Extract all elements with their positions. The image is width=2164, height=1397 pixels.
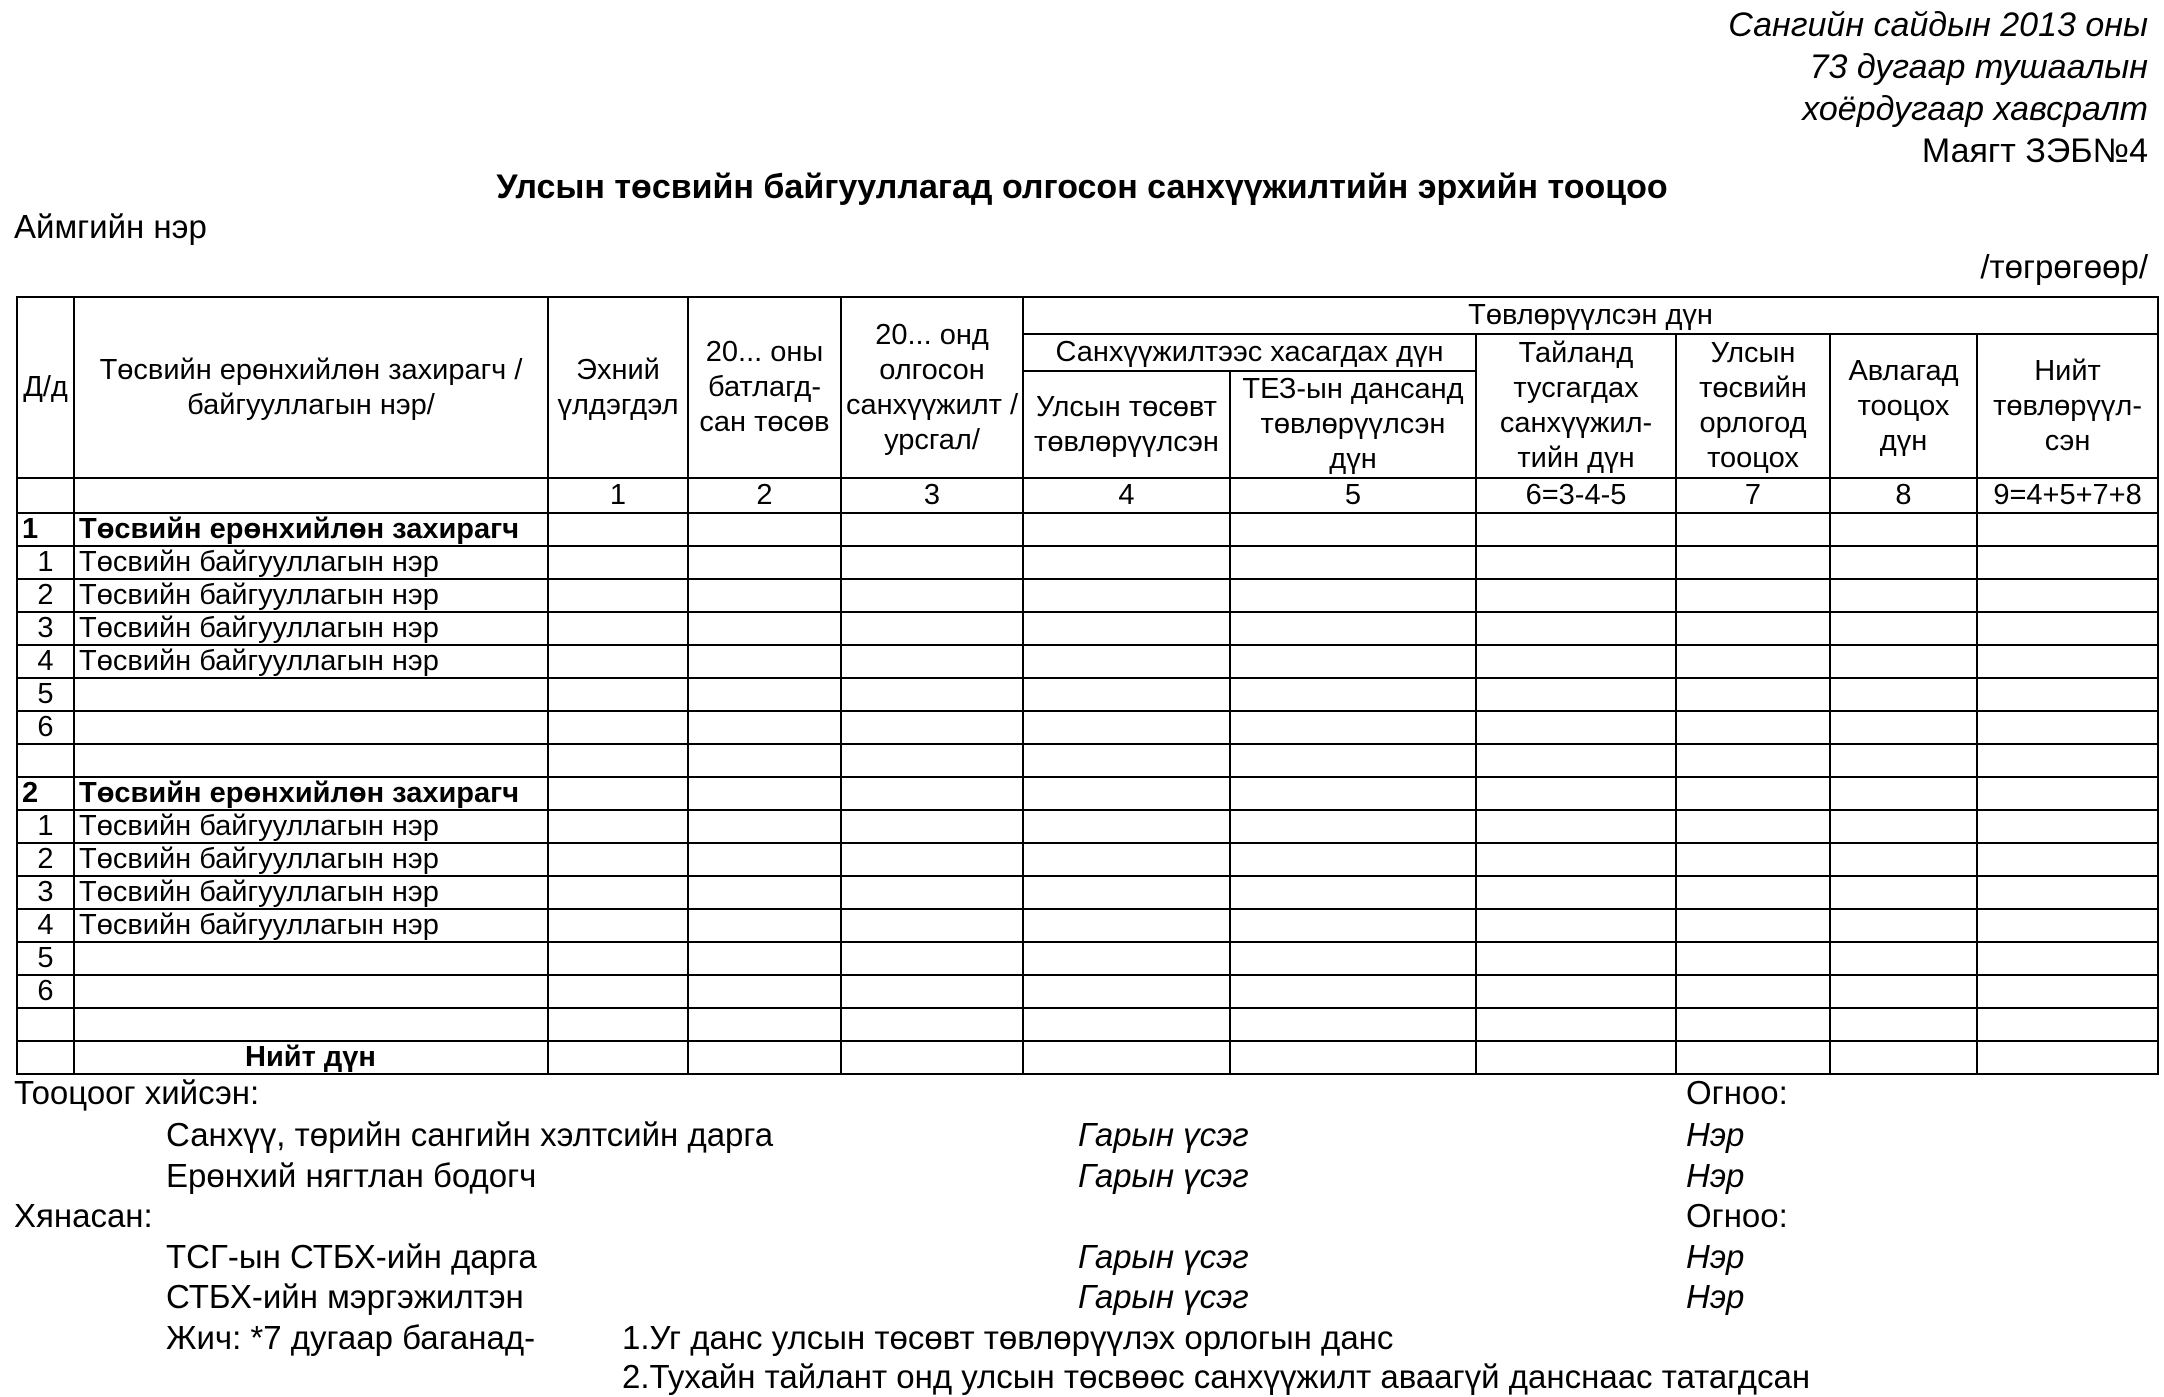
value-cell: [1476, 579, 1676, 612]
row-name-cell: Төсвийн ерөнхийлөн захирагч: [74, 777, 548, 810]
header-approved-budget: 20... оны батлагд-сан төсөв: [688, 297, 841, 478]
appendix-line-2: 73 дугаар тушаалын: [1809, 48, 2148, 86]
value-cell: [688, 645, 841, 678]
total-value-cell: [1023, 1041, 1230, 1074]
header-report-funding: Тайланд тусгагдах санхүүжил-тийн дүн: [1476, 334, 1676, 478]
value-cell: [1476, 744, 1676, 777]
header-total-centralized: Нийт төвлөрүүл-сэн: [1977, 334, 2158, 478]
value-cell: [548, 975, 688, 1008]
manager-row: [17, 777, 2158, 810]
value-cell: [1230, 546, 1476, 579]
value-cell: [1476, 645, 1676, 678]
value-cell: [688, 975, 841, 1008]
value-cell: [548, 744, 688, 777]
table-row: [17, 744, 2158, 777]
appendix-line-3: хоёрдугаар хавсралт: [1802, 90, 2148, 128]
table-row: [17, 579, 2158, 612]
value-cell: [841, 678, 1023, 711]
table-row: [17, 909, 2158, 942]
row-index-cell: [17, 1008, 74, 1041]
value-cell: [548, 546, 688, 579]
table-row: [17, 612, 2158, 645]
value-cell: [1476, 678, 1676, 711]
value-cell: [1230, 975, 1476, 1008]
header-manager: Төсвийн ерөнхийлөн захирагч /байгууллагын нэр/: [74, 297, 548, 478]
value-cell: [1230, 612, 1476, 645]
row-index-cell: 3: [17, 612, 74, 645]
table-row: [17, 645, 2158, 678]
value-cell: [1476, 1008, 1676, 1041]
value-cell: [1476, 909, 1676, 942]
value-cell: [1476, 843, 1676, 876]
value-cell: [1977, 744, 2158, 777]
value-cell: [1977, 579, 2158, 612]
value-cell: [841, 546, 1023, 579]
column-number-cell: 3: [841, 478, 1023, 513]
manager-row: [17, 513, 2158, 546]
value-cell: [1830, 909, 1977, 942]
column-number-cell: [17, 478, 74, 513]
value-cell: [1830, 876, 1977, 909]
signature-field-3: Гарын үсэг: [1078, 1238, 1249, 1275]
column-number-cell: 4: [1023, 478, 1230, 513]
value-cell: [1977, 975, 2158, 1008]
value-cell: [688, 810, 841, 843]
row-name-cell: [74, 711, 548, 744]
signer-stbh-head: ТСГ-ын СТБХ-ийн дарга: [166, 1238, 537, 1275]
value-cell: [1023, 711, 1230, 744]
value-cell: [1476, 942, 1676, 975]
value-cell: [1023, 579, 1230, 612]
value-cell: [548, 843, 688, 876]
value-cell: [688, 546, 841, 579]
header-opening-balance: Эхний үлдэгдэл: [548, 297, 688, 478]
row-index-cell: [17, 744, 74, 777]
value-cell: [1977, 678, 2158, 711]
value-cell: [548, 579, 688, 612]
value-cell: [1676, 513, 1830, 546]
value-cell: [1676, 546, 1830, 579]
value-cell: [1230, 678, 1476, 711]
value-cell: [688, 711, 841, 744]
row-name-cell: [74, 942, 548, 975]
total-value-cell: [1676, 1041, 1830, 1074]
row-index-cell: 6: [17, 711, 74, 744]
table-row: [17, 843, 2158, 876]
row-name-cell: Төсвийн байгууллагын нэр: [74, 612, 548, 645]
value-cell: [548, 777, 688, 810]
value-cell: [1977, 942, 2158, 975]
value-cell: [1476, 777, 1676, 810]
value-cell: [841, 1008, 1023, 1041]
header-state-revenue: Улсын төсвийн орлогод тооцох: [1676, 334, 1830, 478]
value-cell: [1230, 744, 1476, 777]
value-cell: [1830, 975, 1977, 1008]
row-name-cell: Төсвийн ерөнхийлөн захирагч: [74, 513, 548, 546]
total-value-cell: [688, 1041, 841, 1074]
value-cell: [841, 513, 1023, 546]
value-cell: [548, 876, 688, 909]
name-field-4: Нэр: [1686, 1278, 1745, 1315]
aimag-name-label: Аймгийн нэр: [14, 208, 207, 245]
row-name-cell: Төсвийн байгууллагын нэр: [74, 645, 548, 678]
value-cell: [1023, 942, 1230, 975]
value-cell: [1230, 810, 1476, 843]
value-cell: [1023, 546, 1230, 579]
value-cell: [841, 579, 1023, 612]
header-funded: 20... онд олгосон санхүүжилт /урсгал/: [841, 297, 1023, 478]
value-cell: [548, 678, 688, 711]
row-index-cell: 4: [17, 645, 74, 678]
value-cell: [841, 645, 1023, 678]
total-value-cell: [1476, 1041, 1676, 1074]
value-cell: [1830, 579, 1977, 612]
value-cell: [1676, 711, 1830, 744]
value-cell: [1476, 975, 1676, 1008]
total-value-cell: [1830, 1041, 1977, 1074]
row-index-cell: 2: [17, 777, 74, 810]
value-cell: [841, 744, 1023, 777]
table-row: [17, 1008, 2158, 1041]
header-receivable: Авлагад тооцох дүн: [1830, 334, 1977, 478]
value-cell: [841, 876, 1023, 909]
column-number-cell: 1: [548, 478, 688, 513]
value-cell: [1676, 744, 1830, 777]
value-cell: [1830, 1008, 1977, 1041]
value-cell: [1676, 909, 1830, 942]
value-cell: [1977, 612, 2158, 645]
row-name-cell: [74, 975, 548, 1008]
header-tez-account: ТЕЗ-ын дансанд төвлөрүүлсэн дүн: [1230, 371, 1476, 478]
value-cell: [1023, 1008, 1230, 1041]
value-cell: [548, 513, 688, 546]
signer-chief-accountant: Ерөнхий нягтлан бодогч: [166, 1157, 537, 1194]
value-cell: [1023, 645, 1230, 678]
appendix-reference: [1728, 4, 2148, 172]
value-cell: [1023, 513, 1230, 546]
table-row: [17, 810, 2158, 843]
value-cell: [1977, 546, 2158, 579]
row-name-cell: [74, 744, 548, 777]
value-cell: [548, 711, 688, 744]
value-cell: [1830, 777, 1977, 810]
row-index-cell: 3: [17, 876, 74, 909]
value-cell: [1830, 645, 1977, 678]
row-name-cell: [74, 678, 548, 711]
value-cell: [841, 612, 1023, 645]
value-cell: [688, 843, 841, 876]
value-cell: [841, 909, 1023, 942]
currency-unit-label: /төгрөгөөр/: [1980, 248, 2148, 285]
row-name-cell: Төсвийн байгууллагын нэр: [74, 579, 548, 612]
value-cell: [1830, 744, 1977, 777]
table-row: [17, 546, 2158, 579]
note-label: Жич: *7 дугаар баганад-: [166, 1319, 536, 1356]
value-cell: [688, 612, 841, 645]
value-cell: [1977, 513, 2158, 546]
column-number-cell: [74, 478, 548, 513]
value-cell: [1023, 909, 1230, 942]
value-cell: [1023, 744, 1230, 777]
row-name-cell: [74, 1008, 548, 1041]
value-cell: [1676, 975, 1830, 1008]
value-cell: [1830, 513, 1977, 546]
column-number-row: [17, 478, 2158, 513]
document-title: Улсын төсвийн байгууллагад олгосон санхүүжилтийн эрхийн тооцоо: [496, 168, 1668, 206]
value-cell: [1476, 810, 1676, 843]
value-cell: [688, 1008, 841, 1041]
column-number-cell: 8: [1830, 478, 1977, 513]
value-cell: [841, 975, 1023, 1008]
value-cell: [688, 942, 841, 975]
header-deducted-amount: Санхүүжилтээс хасагдах дүн: [1023, 334, 1476, 371]
value-cell: [1476, 612, 1676, 645]
row-index-cell: 2: [17, 579, 74, 612]
value-cell: [1830, 942, 1977, 975]
value-cell: [1977, 843, 2158, 876]
funding-rights-table: [16, 296, 2159, 1075]
value-cell: [1830, 678, 1977, 711]
value-cell: [841, 843, 1023, 876]
value-cell: [841, 810, 1023, 843]
row-name-cell: Төсвийн байгууллагын нэр: [74, 909, 548, 942]
value-cell: [1676, 1008, 1830, 1041]
value-cell: [1676, 612, 1830, 645]
row-index-cell: 2: [17, 843, 74, 876]
value-cell: [841, 942, 1023, 975]
name-field-2: Нэр: [1686, 1157, 1745, 1194]
value-cell: [1230, 876, 1476, 909]
value-cell: [688, 909, 841, 942]
value-cell: [1830, 843, 1977, 876]
value-cell: [1230, 513, 1476, 546]
value-cell: [688, 876, 841, 909]
table-row: [17, 711, 2158, 744]
value-cell: [1476, 876, 1676, 909]
value-cell: [1676, 810, 1830, 843]
column-number-cell: 5: [1230, 478, 1476, 513]
value-cell: [1830, 612, 1977, 645]
value-cell: [1023, 777, 1230, 810]
column-number-cell: 2: [688, 478, 841, 513]
column-number-cell: 9=4+5+7+8: [1977, 478, 2158, 513]
row-index-cell: [17, 1041, 74, 1074]
date-label-prepared: Огноо:: [1686, 1074, 1788, 1111]
value-cell: [1023, 678, 1230, 711]
value-cell: [1676, 876, 1830, 909]
total-row: [17, 1041, 2158, 1074]
row-name-cell: Төсвийн байгууллагын нэр: [74, 843, 548, 876]
value-cell: [841, 777, 1023, 810]
value-cell: [1230, 843, 1476, 876]
table-row: [17, 876, 2158, 909]
column-number-cell: 6=3-4-5: [1476, 478, 1676, 513]
value-cell: [548, 942, 688, 975]
name-field-3: Нэр: [1686, 1238, 1745, 1275]
total-value-cell: [548, 1041, 688, 1074]
value-cell: [1230, 909, 1476, 942]
date-label-reviewed: Огноо:: [1686, 1197, 1788, 1234]
value-cell: [1977, 777, 2158, 810]
value-cell: [1977, 876, 2158, 909]
value-cell: [1023, 843, 1230, 876]
table-row: [17, 975, 2158, 1008]
value-cell: [1023, 876, 1230, 909]
value-cell: [1977, 711, 2158, 744]
total-label: Нийт дүн: [74, 1041, 548, 1074]
signer-finance-head: Санхүү, төрийн сангийн хэлтсийн дарга: [166, 1116, 774, 1153]
note-item-2: 2.Тухайн тайлант онд улсын төсвөөс санхүүжилт аваагүй данснаас татагдсан: [622, 1358, 1811, 1395]
value-cell: [1230, 579, 1476, 612]
signature-field-4: Гарын үсэг: [1078, 1278, 1249, 1315]
value-cell: [1230, 645, 1476, 678]
value-cell: [841, 711, 1023, 744]
value-cell: [1230, 777, 1476, 810]
value-cell: [688, 777, 841, 810]
reviewed-label: Хянасан:: [14, 1197, 153, 1234]
table-row: [17, 942, 2158, 975]
value-cell: [1023, 810, 1230, 843]
table-row: [17, 678, 2158, 711]
row-name-cell: Төсвийн байгууллагын нэр: [74, 546, 548, 579]
row-index-cell: 1: [17, 546, 74, 579]
row-index-cell: 1: [17, 810, 74, 843]
value-cell: [1977, 810, 2158, 843]
value-cell: [1023, 612, 1230, 645]
value-cell: [1977, 1008, 2158, 1041]
column-number-cell: 7: [1676, 478, 1830, 513]
value-cell: [1676, 678, 1830, 711]
total-value-cell: [841, 1041, 1023, 1074]
header-dd: Д/д: [17, 297, 74, 478]
header-state-budget: Улсын төсөвт төвлөрүүлсэн: [1023, 371, 1230, 478]
value-cell: [1230, 1008, 1476, 1041]
value-cell: [1676, 777, 1830, 810]
value-cell: [688, 513, 841, 546]
total-value-cell: [1977, 1041, 2158, 1074]
value-cell: [548, 645, 688, 678]
prepared-label: Тооцоог хийсэн:: [14, 1074, 260, 1111]
value-cell: [1476, 711, 1676, 744]
row-index-cell: 5: [17, 678, 74, 711]
value-cell: [1830, 711, 1977, 744]
value-cell: [548, 612, 688, 645]
value-cell: [1476, 513, 1676, 546]
value-cell: [548, 1008, 688, 1041]
row-index-cell: 5: [17, 942, 74, 975]
row-index-cell: 4: [17, 909, 74, 942]
header-centralized-amount: Төвлөрүүлсэн дүн: [1023, 297, 2158, 334]
value-cell: [1230, 942, 1476, 975]
row-name-cell: Төсвийн байгууллагын нэр: [74, 876, 548, 909]
value-cell: [1977, 645, 2158, 678]
value-cell: [1476, 546, 1676, 579]
form-code: Маягт ЗЭБ№4: [1921, 132, 2148, 170]
row-name-cell: Төсвийн байгууллагын нэр: [74, 810, 548, 843]
value-cell: [688, 744, 841, 777]
signature-field-1: Гарын үсэг: [1078, 1116, 1249, 1153]
value-cell: [1977, 909, 2158, 942]
value-cell: [688, 678, 841, 711]
total-value-cell: [1230, 1041, 1476, 1074]
row-index-cell: 1: [17, 513, 74, 546]
value-cell: [1230, 711, 1476, 744]
note-item-1: 1.Уг данс улсын төсөвт төвлөрүүлэх орлогын данс: [622, 1319, 1394, 1356]
value-cell: [688, 579, 841, 612]
value-cell: [548, 810, 688, 843]
value-cell: [548, 909, 688, 942]
value-cell: [1676, 843, 1830, 876]
row-index-cell: 6: [17, 975, 74, 1008]
value-cell: [1676, 579, 1830, 612]
signer-stbh-specialist: СТБХ-ийн мэргэжилтэн: [166, 1278, 524, 1315]
value-cell: [1830, 546, 1977, 579]
value-cell: [1676, 942, 1830, 975]
value-cell: [1023, 975, 1230, 1008]
name-field-1: Нэр: [1686, 1116, 1745, 1153]
value-cell: [1830, 810, 1977, 843]
value-cell: [1676, 645, 1830, 678]
signature-field-2: Гарын үсэг: [1078, 1157, 1249, 1194]
appendix-line-1: Сангийн сайдын 2013 оны: [1728, 6, 2148, 44]
